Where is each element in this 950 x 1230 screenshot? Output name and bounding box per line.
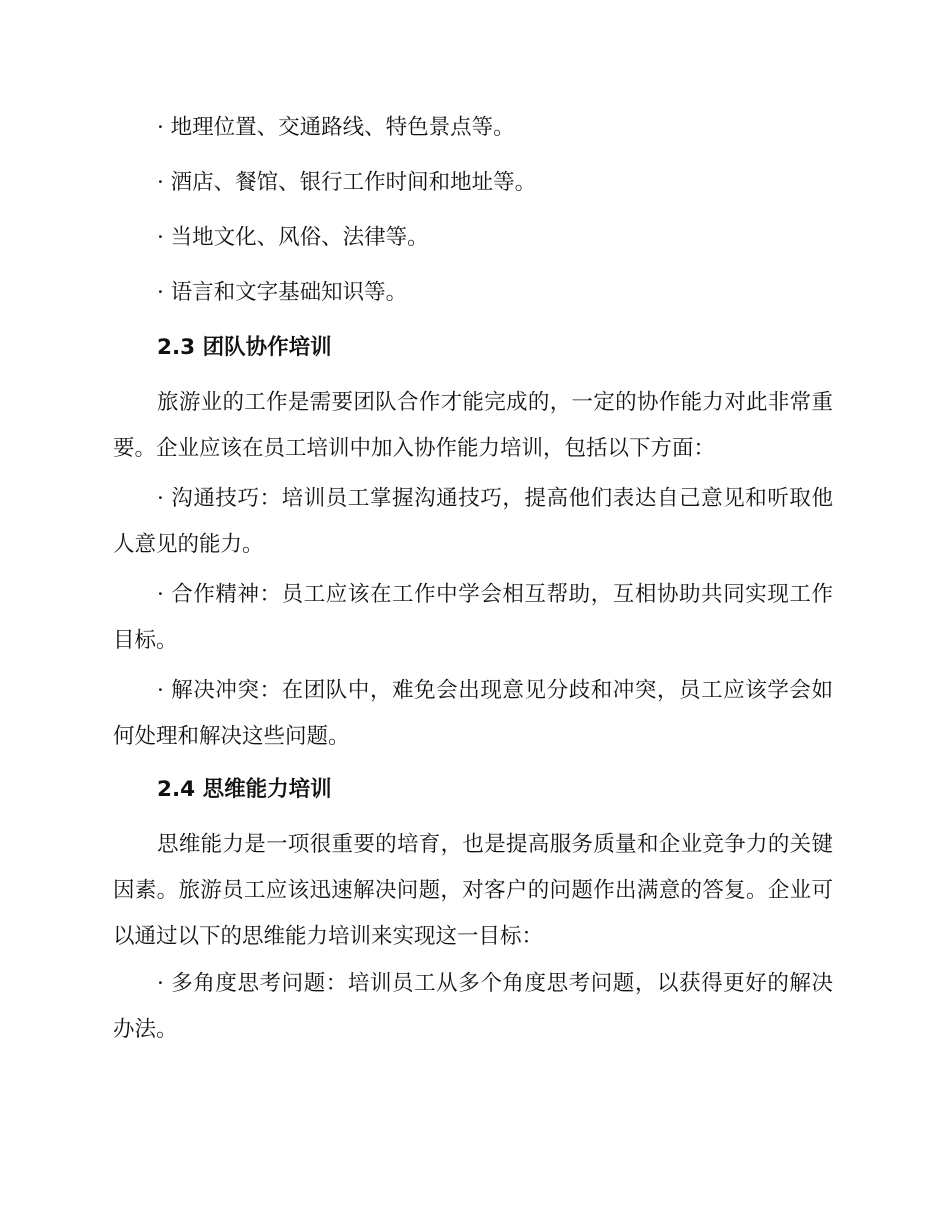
bullet-item: · 解决冲突：在团队中，难免会出现意见分歧和冲突，员工应该学会如何处理和解决这些问题。 — [113, 678, 833, 749]
section-intro-paragraph: 旅游业的工作是需要团队合作才能完成的，一定的协作能力对此非常重要。企业应该在员工培训中加入协作能力培训，包括以下方面： — [113, 390, 833, 461]
section-heading: 2.3 团队协作培训 — [157, 335, 332, 360]
bullet-item: · 酒店、餐馆、银行工作时间和地址等。 — [157, 170, 537, 195]
bullet-item: · 沟通技巧：培训员工掌握沟通技巧，提高他们表达自己意见和听取他人意见的能力。 — [113, 486, 833, 557]
section-intro-paragraph: 思维能力是一项很重要的培育，也是提高服务质量和企业竞争力的关键因素。旅游员工应该迅速解决问题，对客户的问题作出满意的答复。企业可以通过以下的思维能力培训来实现这一目标： — [113, 832, 833, 949]
bullet-item: · 当地文化、风俗、法律等。 — [157, 225, 429, 250]
bullet-item: · 多角度思考问题：培训员工从多个角度思考问题，以获得更好的解决办法。 — [113, 971, 833, 1042]
bullet-item: · 地理位置、交通路线、特色景点等。 — [157, 115, 515, 140]
bullet-item: · 合作精神：员工应该在工作中学会相互帮助，互相协助共同实现工作目标。 — [113, 582, 833, 653]
section-heading: 2.4 思维能力培训 — [157, 777, 332, 802]
bullet-item: · 语言和文字基础知识等。 — [157, 280, 408, 305]
